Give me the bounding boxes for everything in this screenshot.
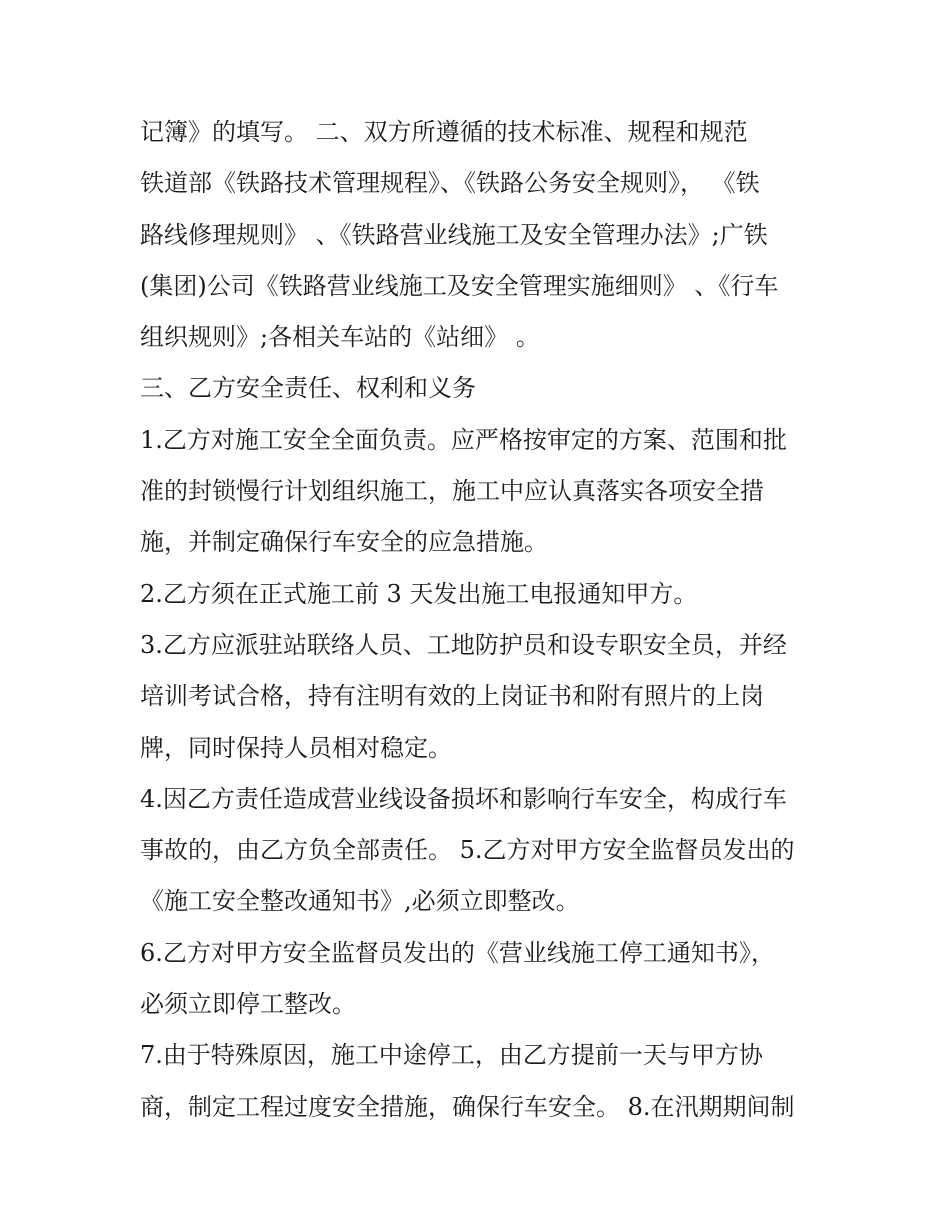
text-line: 准的封锁慢行计划组织施工，施工中应认真落实各项安全措 <box>140 477 764 506</box>
text-line: 培训考试合格，持有注明有效的上岗证书和附有照片的上岗 <box>140 682 764 711</box>
text-line: 商，制定工程过度安全措施，确保行车安全。 8.在汛期期间制 <box>140 1092 795 1121</box>
text-line: 路线修理规则》 、《铁路营业线施工及安全管理办法》;广铁 <box>140 220 768 249</box>
text-line: 2.乙方须在正式施工前 3 天发出施工电报通知甲方。 <box>140 579 698 608</box>
text-line: 施，并制定确保行车安全的应急措施。 <box>140 528 548 557</box>
text-line: 7.由于特殊原因，施工中途停工，由乙方提前一天与甲方协 <box>140 1041 763 1070</box>
text-line: 组织规则》;各相关车站的《站细》 。 <box>140 323 540 352</box>
section-heading: 三、乙方安全责任、权利和义务 <box>140 374 476 403</box>
text-line: 3.乙方应派驻站联络人员、工地防护员和设专职安全员，并经 <box>140 630 787 659</box>
text-line: 《施工安全整改通知书》,必须立即整改。 <box>140 887 580 916</box>
text-line: 1.乙方对施工安全全面负责。应严格按审定的方案、范围和批 <box>140 425 787 454</box>
text-line: 牌，同时保持人员相对稳定。 <box>140 733 452 762</box>
text-line: 4.因乙方责任造成营业线设备损坏和影响行车安全，构成行车 <box>140 784 787 813</box>
document-body <box>140 107 820 1133</box>
text-line: 记簿》的填写。 二、双方所遵循的技术标准、规程和规范 <box>140 118 748 146</box>
text-line: (集团)公司《铁路营业线施工及安全管理实施细则》 、《行车 <box>140 271 779 300</box>
text-line: 6.乙方对甲方安全监督员发出的《营业线施工停工通知书》， <box>140 938 775 967</box>
text-line: 必须立即停工整改。 <box>140 990 356 1019</box>
text-line: 事故的，由乙方负全部责任。 5.乙方对甲方安全监督员发出的 <box>140 836 795 865</box>
text-line: 铁道部《铁路技术管理规程》、《铁路公务安全规则》， 《铁 <box>140 169 760 198</box>
